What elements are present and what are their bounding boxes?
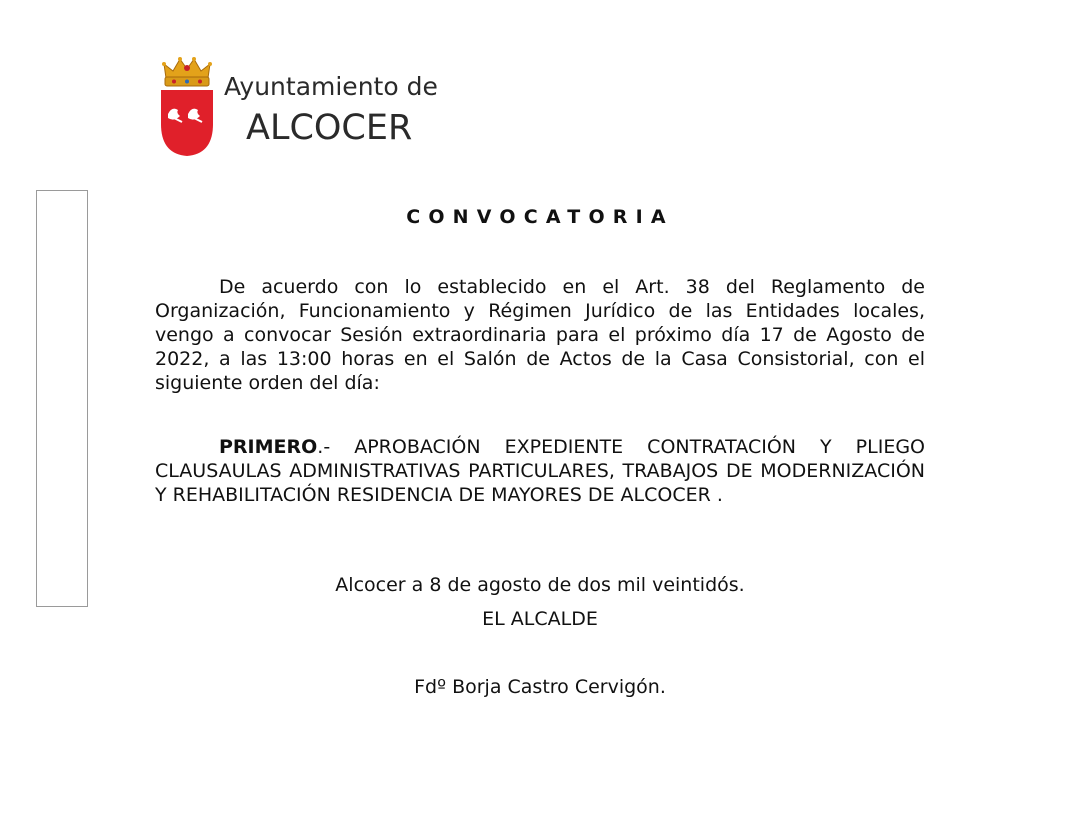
agenda-item-text: .- APROBACIÓN EXPEDIENTE CONTRATACIÓN Y PLIEGO CLAUSAULAS ADMINISTRATIVAS PARTICULARES, TRABAJOS DE MODERNIZACIÓN Y REHABILITACIÓN RESIDENCIA DE MAYORES DE ALCOCER .: [155, 436, 925, 506]
intro-paragraph: De acuerdo con lo establecido en el Art. 38 del Reglamento de Organización, Funcionamiento y Régimen Jurídico de las Entidades locales, vengo a convocar Sesión extraordinaria para el próximo día 17 de Agosto de 2022, a las 13:00 horas en el Salón de Actos de la Casa Consistorial, con el siguiente orden del día:: [155, 276, 925, 394]
signer-role: EL ALCALDE: [482, 608, 598, 630]
document-title: CONVOCATORIA: [406, 206, 674, 228]
place-and-date: Alcocer a 8 de agosto de dos mil veintidós.: [335, 574, 745, 596]
agenda-item-first: [155, 435, 925, 507]
municipal-coat-of-arms-icon: [158, 56, 216, 158]
signature-line: Fdº Borja Castro Cervigón.: [414, 676, 666, 698]
org-name-town: ALCOCER: [246, 108, 413, 148]
org-name-prefix: Ayuntamiento de: [224, 72, 438, 101]
side-margin-box: [36, 190, 88, 607]
agenda-item-label: PRIMERO: [219, 436, 318, 458]
